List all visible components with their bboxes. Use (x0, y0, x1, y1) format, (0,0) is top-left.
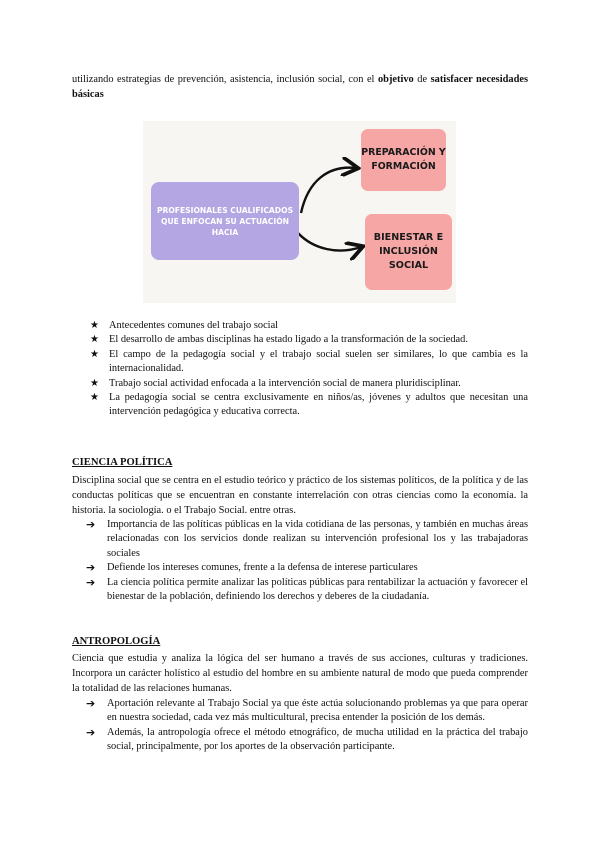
list-item: ★ Trabajo social actividad enfocada a la intervención social de manera pluridisciplinar. (72, 377, 528, 391)
list-item: ➔ Aportación relevante al Trabajo Social ya que éste actúa solucionando problemas ya que para operar en nuestra sociedad, cada vez más multicultural, precisa entender la posición de los demás. (86, 697, 528, 724)
list-item: ★ El desarrollo de ambas disciplinas ha estado ligado a la transformación de la sociedad. (72, 333, 528, 347)
star-bullet-icon: ★ (90, 392, 99, 404)
intro-text-mid: de (417, 74, 428, 85)
ciencia-politica-arrow-list (72, 518, 528, 604)
ciencia-politica-paragraph: Disciplina social que se centra en el estudio teórico y práctico de los sistemas políticos, de la política y de las conductas políticas que se encuentran en constante interrelación con otras ciencias como la economía. la historia. la sociología. o el Trabajo Social. entre otras. (72, 475, 528, 517)
arrow-to-bienestar (298, 233, 361, 251)
intro-paragraph (72, 72, 528, 102)
intro-text-before: utilizando estrategias de prevención, asistencia, inclusión social, con el (72, 74, 375, 85)
star-bullet-list (72, 319, 528, 420)
intro-bold-objetivo: objetivo (377, 74, 414, 85)
star-bullet-icon: ★ (90, 320, 99, 331)
antropologia-paragraph: Ciencia que estudia y analiza la lógica del ser humano a través de sus acciones, culturas y tradiciones. Incorpora un carácter holístico al estudio del hombre en su ambiente natural de modo que pueda comprender la totalidad de las relaciones humanas. (72, 653, 528, 695)
antropologia-arrow-list (72, 697, 528, 755)
list-item: ★ El campo de la pedagogía social y el trabajo social suelen ser similares, lo que cambia es la internacionalidad. (90, 348, 528, 375)
list-item: ★ Antecedentes comunes del trabajo social (72, 319, 528, 333)
intro-bold-necesidades: satisfacer necesidades básicas (72, 74, 529, 101)
section-heading-ciencia-politica: CIENCIA POLÍTICA (72, 457, 173, 468)
arrow-right-icon: ➔ (86, 518, 96, 531)
list-item: ➔ La ciencia política permite analizar las políticas públicas para rentabilizar la actuación y favorecer el bienestar de la población, definiendo los derechos y deberes de la ciudadanía. (86, 575, 528, 603)
star-bullet-icon: ★ (90, 377, 99, 389)
diagram-box-profesionales: PROFESIONALES CUALIFICADOS QUE ENFOCAN SU ACTUACIÓN HACIA (151, 182, 299, 260)
diagram-box-bienestar: BIENESTAR E INCLUSIÓN SOCIAL (365, 214, 452, 290)
list-item: ★ La pedagogía social se centra exclusivamente en niños/as, jóvenes y adultos que necesitan una intervención pedagógica y educativa correcta. (90, 392, 528, 418)
star-bullet-icon: ★ (90, 334, 99, 346)
section-heading-antropologia: ANTROPOLOGÍA (72, 636, 161, 647)
list-item: ➔ Importancia de las políticas públicas en la vida cotidiana de las personas, y también en muchas áreas relacionadas con los servicios donde realizan su intervención profesional los y las trabajadoras sociales (86, 518, 528, 559)
list-item: ➔ Defiende los intereses comunes, frente a la defensa de interese particulares (86, 561, 418, 575)
list-item: ➔ Además, la antropología ofrece el método etnográfico, de mucha utilidad en la práctica del trabajo social, principalmente, por los aportes de la observación participante. (86, 725, 528, 753)
concept-diagram (143, 121, 456, 303)
arrow-right-icon: ➔ (86, 725, 96, 739)
arrow-right-icon: ➔ (86, 697, 96, 710)
star-bullet-icon: ★ (90, 348, 99, 360)
diagram-box-preparacion: PREPARACIÓN Y FORMACIÓN (361, 129, 446, 191)
arrow-right-icon: ➔ (86, 561, 96, 575)
arrow-to-preparacion (301, 168, 356, 213)
arrow-right-icon: ➔ (86, 575, 96, 589)
